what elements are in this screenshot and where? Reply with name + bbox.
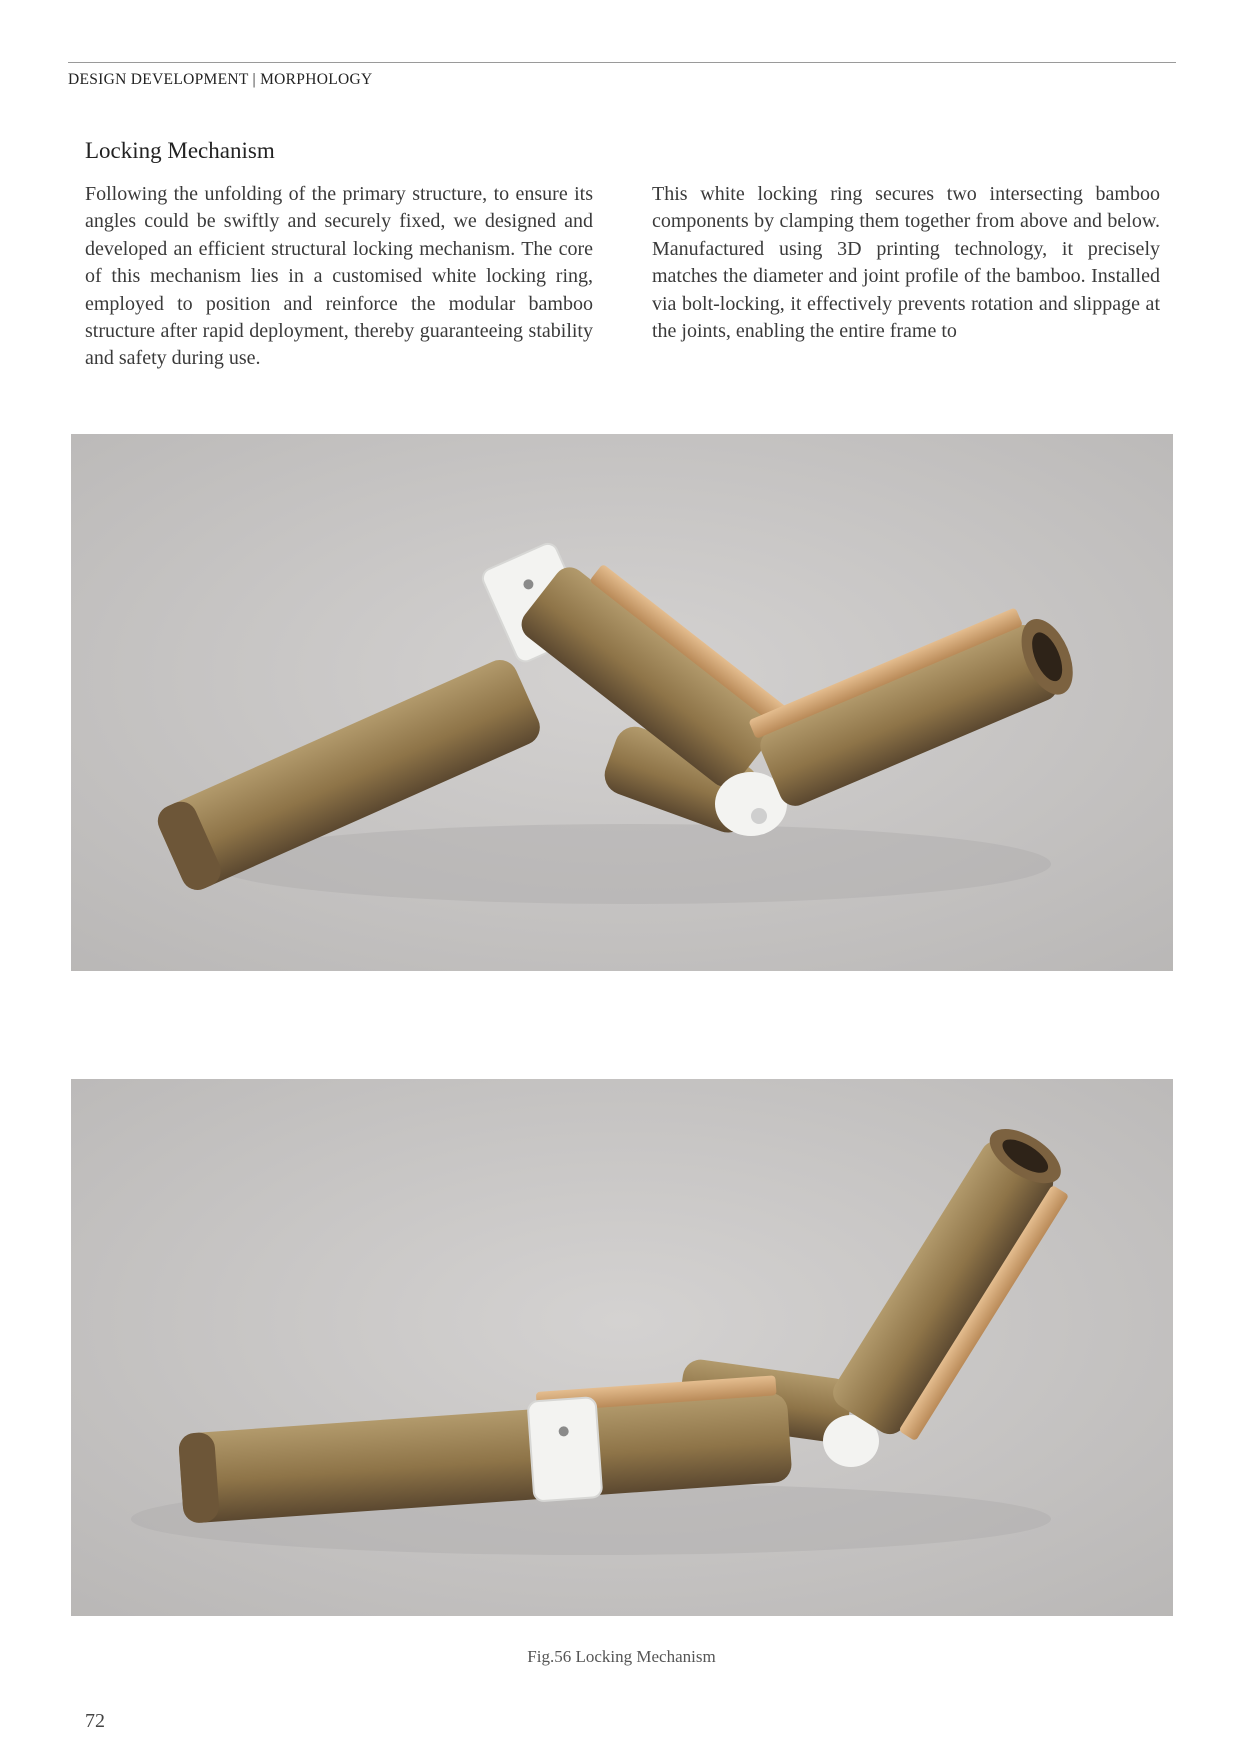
section-title: Locking Mechanism <box>85 138 275 163</box>
locking-mechanism-photo-bent <box>71 434 1173 971</box>
figure-caption: Fig.56 Locking Mechanism <box>527 1647 716 1666</box>
running-header: DESIGN DEVELOPMENT | MORPHOLOGY <box>68 71 373 88</box>
page-number: 72 <box>85 1710 105 1732</box>
header-rule <box>68 62 1176 63</box>
locking-mechanism-photo-extended <box>71 1079 1173 1616</box>
body-paragraph-left: Following the unfolding of the primary structure, to ensure its angles could be swiftly and securely fixed, we designed and developed an efficient structural locking mechanism. The core of this mechanism lies in a customised white locking ring, employed to position and reinforce the modular bamboo structure after rapid deployment, thereby guaranteeing stability and safety during use. <box>85 183 593 370</box>
body-paragraph-right: This white locking ring secures two intersecting bamboo components by clamping them together from above and below. Manufactured using 3D printing technology, it precisely matches the diameter and joint profile of the bamboo. Installed via bolt-locking, it effectively prevents rotation and slippage at the joints, enabling the entire frame to <box>652 183 1160 343</box>
